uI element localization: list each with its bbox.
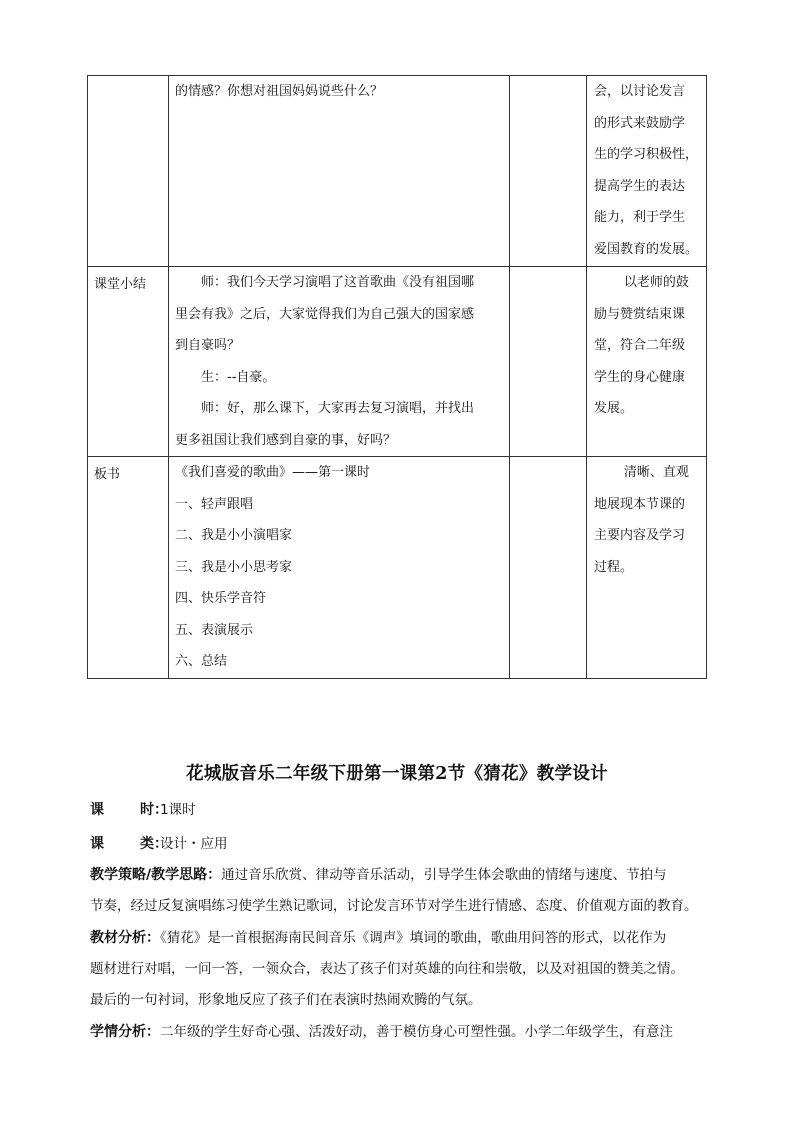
- row-note: [587, 76, 707, 267]
- note-line: 地展现本节课的: [594, 496, 686, 512]
- content-line: 更多祖国让我们感到自豪的事，好吗？: [175, 432, 397, 448]
- note-line: 爱国教育的发展。: [594, 241, 699, 257]
- material-line-2: 题材进行对唱，一问一答，一领众合，表达了孩子们对英雄的向往和崇敬，以及对祖国的赞美之情。: [90, 961, 684, 977]
- lesson-table: [87, 75, 707, 679]
- note-line: 发展。: [594, 401, 634, 416]
- material-line-1: 教材分析：《猜花》是一首根据海南民间音乐《调声》填词的歌曲，歌曲用问答的形式，以花作为: [90, 930, 667, 946]
- row-content: [169, 267, 510, 457]
- note-line: 能力，利于学生: [594, 210, 686, 225]
- row-label: 板书: [88, 457, 169, 679]
- lesson-time-label: 课 时：: [90, 802, 168, 818]
- row-content: [169, 457, 510, 679]
- row-note: [587, 267, 707, 457]
- material-label: 教材分析：: [90, 930, 160, 946]
- lesson-type-value: 设计・应用: [160, 836, 228, 852]
- content-line: 四、快乐学音符: [175, 591, 267, 606]
- row-note: [587, 457, 707, 679]
- empty-cell: [510, 457, 587, 679]
- content-line: 一、轻声跟唱: [175, 496, 254, 512]
- row-label: [88, 76, 169, 267]
- note-line: 会，以讨论发言: [594, 84, 686, 99]
- note-line: 主要内容及学习: [594, 528, 686, 543]
- note-line: 清晰、直观: [623, 465, 689, 480]
- content-line: 生：--自豪。: [201, 369, 276, 385]
- content-line: 二、我是小小演唱家: [175, 528, 293, 543]
- empty-cell: [510, 267, 587, 457]
- table-row-summary: [88, 267, 707, 457]
- content-line: 《我们喜爱的歌曲》——第一课时: [175, 465, 371, 480]
- row-label: 课堂小结: [88, 267, 169, 457]
- lesson-type-label: 课 类：: [90, 836, 168, 852]
- note-line: 过程。: [594, 559, 634, 575]
- content-line: 师：我们今天学习演唱了这首歌曲《没有祖国哪: [201, 275, 475, 290]
- strategy-label: 教学策略/教学思路：: [90, 867, 222, 883]
- students-line-1: 学情分析：二年级的学生好奇心强、活泼好动，善于模仿身心可塑性强。小学二年级学生，有意注: [90, 1024, 673, 1040]
- lesson-type-line: [90, 834, 706, 854]
- table-row-board: [88, 457, 707, 679]
- content-line: 六、总结: [175, 654, 228, 669]
- content-line: 到自豪吗？: [175, 338, 241, 353]
- content-line: 五、表演展示: [175, 622, 254, 638]
- material-line-3: 最后的一句衬词，形象地反应了孩子们在表演时热闹欢腾的气氛。: [90, 992, 482, 1008]
- document-title: 花城版音乐二年级下册第一课第2节《猜花》教学设计: [186, 764, 608, 784]
- note-line: 以老师的鼓: [623, 275, 689, 290]
- table-row-discussion: [88, 76, 707, 267]
- note-line: 提高学生的表达: [594, 178, 686, 194]
- note-line: 学生的身心健康: [594, 369, 686, 385]
- note-line: 的形式来鼓励学: [594, 115, 686, 131]
- note-line: 生的学习积极性，: [594, 147, 699, 162]
- students-label: 学情分析：: [90, 1024, 160, 1040]
- content-line: 里会有我》之后，大家觉得我们为自己强大的国家感: [175, 306, 475, 322]
- note-line: 堂，符合二年级: [594, 338, 686, 353]
- lesson-time-value: 1课时: [160, 802, 196, 818]
- content-line: 三、我是小小思考家: [175, 559, 293, 575]
- lesson-time-line: [90, 800, 706, 820]
- strategy-line-2: 节奏，经过反复演唱练习使学生熟记歌词，讨论发言环节对学生进行情感、态度、价值观方面的教育。: [90, 898, 698, 914]
- content-line: 师：好，那么课下，大家再去复习演唱，并找出: [201, 401, 475, 416]
- row-content: [169, 76, 510, 267]
- strategy-line-1: 教学策略/教学思路：通过音乐欣赏、律动等音乐活动，引导学生体会歌曲的情绪与速度、节拍与: [90, 867, 667, 883]
- empty-cell: [510, 76, 587, 267]
- note-line: 励与赞赏结束课: [594, 306, 686, 322]
- content-line: 的情感？你想对祖国妈妈说些什么？: [175, 84, 384, 99]
